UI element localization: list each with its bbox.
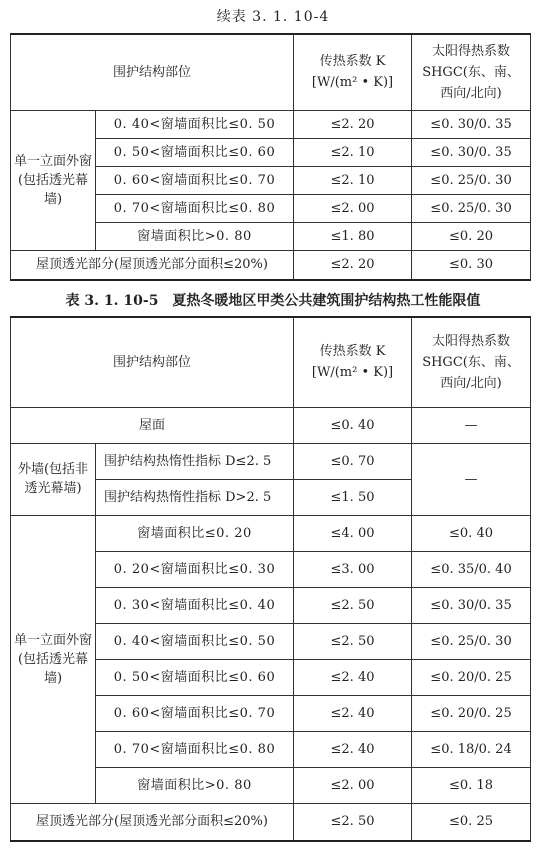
shgc-value: — — [412, 407, 531, 443]
k-value: ≤2. 40 — [294, 659, 412, 695]
wall-condition: 围护结构热惰性指标 D≤2. 5 — [96, 443, 294, 479]
window-condition: 0. 70<窗墙面积比≤0. 80 — [96, 731, 294, 767]
window-condition: 0. 40<窗墙面积比≤0. 50 — [96, 623, 294, 659]
table2-caption: 表 3. 1. 10-5 夏热冬暖地区甲类公共建筑围护结构热工性能限值 — [65, 293, 481, 309]
k-value: ≤2. 00 — [294, 767, 412, 803]
header-part: 围护结构部位 — [11, 34, 294, 110]
header-k-line2: [W/(m² • K)] — [311, 75, 394, 91]
shgc-value: ≤0. 30 — [412, 250, 531, 280]
header-shgc-line3: 西向/北向) — [440, 375, 502, 391]
shgc-value: ≤0. 18/0. 24 — [412, 731, 531, 767]
window-group-label: 单一立面外窗(包括透光幕墙) — [11, 515, 96, 803]
wall-group-label: 外墙(包括非透光幕墙) — [11, 443, 96, 515]
roof-light-label: 屋顶透光部分(屋顶透光部分面积≤20%) — [11, 250, 294, 280]
k-value: ≤2. 10 — [294, 138, 412, 166]
header-shgc-line3: 西向/北向) — [440, 85, 502, 101]
roof-light-label: 屋顶透光部分(屋顶透光部分面积≤20%) — [11, 803, 294, 841]
k-value: ≤2. 10 — [294, 166, 412, 194]
shgc-value: ≤0. 25 — [412, 803, 531, 841]
window-condition: 0. 50<窗墙面积比≤0. 60 — [96, 659, 294, 695]
thermal-table-hot-summer-warm-winter — [10, 316, 531, 842]
window-condition: 窗墙面积比>0. 80 — [96, 767, 294, 803]
header-part: 围护结构部位 — [11, 317, 294, 407]
shgc-value: ≤0. 35/0. 40 — [412, 551, 531, 587]
header-shgc — [412, 34, 531, 110]
k-value: ≤1. 50 — [294, 479, 412, 515]
k-value: ≤2. 00 — [294, 194, 412, 222]
header-k — [294, 34, 412, 110]
header-k-line1: 传热系数 K — [319, 344, 386, 360]
window-group-label: 单一立面外窗(包括透光幕墙) — [11, 110, 96, 250]
k-value: ≤1. 80 — [294, 222, 412, 250]
k-value: ≤0. 40 — [294, 407, 412, 443]
shgc-value: ≤0. 25/0. 30 — [412, 194, 531, 222]
shgc-value: ≤0. 40 — [412, 515, 531, 551]
shgc-value: ≤0. 30/0. 35 — [412, 138, 531, 166]
shgc-value: ≤0. 20/0. 25 — [412, 659, 531, 695]
k-value: ≤3. 00 — [294, 551, 412, 587]
window-condition: 窗墙面积比≤0. 20 — [96, 515, 294, 551]
shgc-value: ≤0. 25/0. 30 — [412, 623, 531, 659]
wall-condition: 围护结构热惰性指标 D>2. 5 — [96, 479, 294, 515]
roof-label: 屋面 — [11, 407, 294, 443]
k-value: ≤2. 50 — [294, 623, 412, 659]
k-value: ≤2. 20 — [294, 250, 412, 280]
table1-caption: 续表 3. 1. 10-4 — [216, 9, 330, 25]
shgc-value: ≤0. 30/0. 35 — [412, 110, 531, 138]
window-condition: 0. 40<窗墙面积比≤0. 50 — [96, 110, 294, 138]
k-value: ≤2. 40 — [294, 731, 412, 767]
header-shgc-line2: SHGC(东、南、 — [422, 64, 520, 80]
window-condition: 0. 20<窗墙面积比≤0. 30 — [96, 551, 294, 587]
window-condition: 0. 50<窗墙面积比≤0. 60 — [96, 138, 294, 166]
header-shgc-line1: 太阳得热系数 — [432, 333, 511, 349]
header-shgc — [412, 317, 531, 407]
shgc-value: ≤0. 18 — [412, 767, 531, 803]
window-condition: 0. 70<窗墙面积比≤0. 80 — [96, 194, 294, 222]
shgc-value: ≤0. 20 — [412, 222, 531, 250]
window-condition: 0. 60<窗墙面积比≤0. 70 — [96, 166, 294, 194]
header-shgc-line1: 太阳得热系数 — [432, 43, 511, 59]
header-k-line2: [W/(m² • K)] — [311, 365, 394, 381]
shgc-value: ≤0. 25/0. 30 — [412, 166, 531, 194]
k-value: ≤2. 40 — [294, 695, 412, 731]
k-value: ≤2. 20 — [294, 110, 412, 138]
header-k-line1: 传热系数 K — [319, 54, 386, 70]
window-condition: 窗墙面积比>0. 80 — [96, 222, 294, 250]
thermal-table-continued — [10, 33, 531, 281]
shgc-value: ≤0. 20/0. 25 — [412, 695, 531, 731]
shgc-value: — — [412, 443, 531, 515]
window-condition: 0. 30<窗墙面积比≤0. 40 — [96, 587, 294, 623]
header-shgc-line2: SHGC(东、南、 — [422, 354, 520, 370]
shgc-value: ≤0. 30/0. 35 — [412, 587, 531, 623]
k-value: ≤2. 50 — [294, 803, 412, 841]
k-value: ≤2. 50 — [294, 587, 412, 623]
window-condition: 0. 60<窗墙面积比≤0. 70 — [96, 695, 294, 731]
header-k — [294, 317, 412, 407]
k-value: ≤4. 00 — [294, 515, 412, 551]
k-value: ≤0. 70 — [294, 443, 412, 479]
